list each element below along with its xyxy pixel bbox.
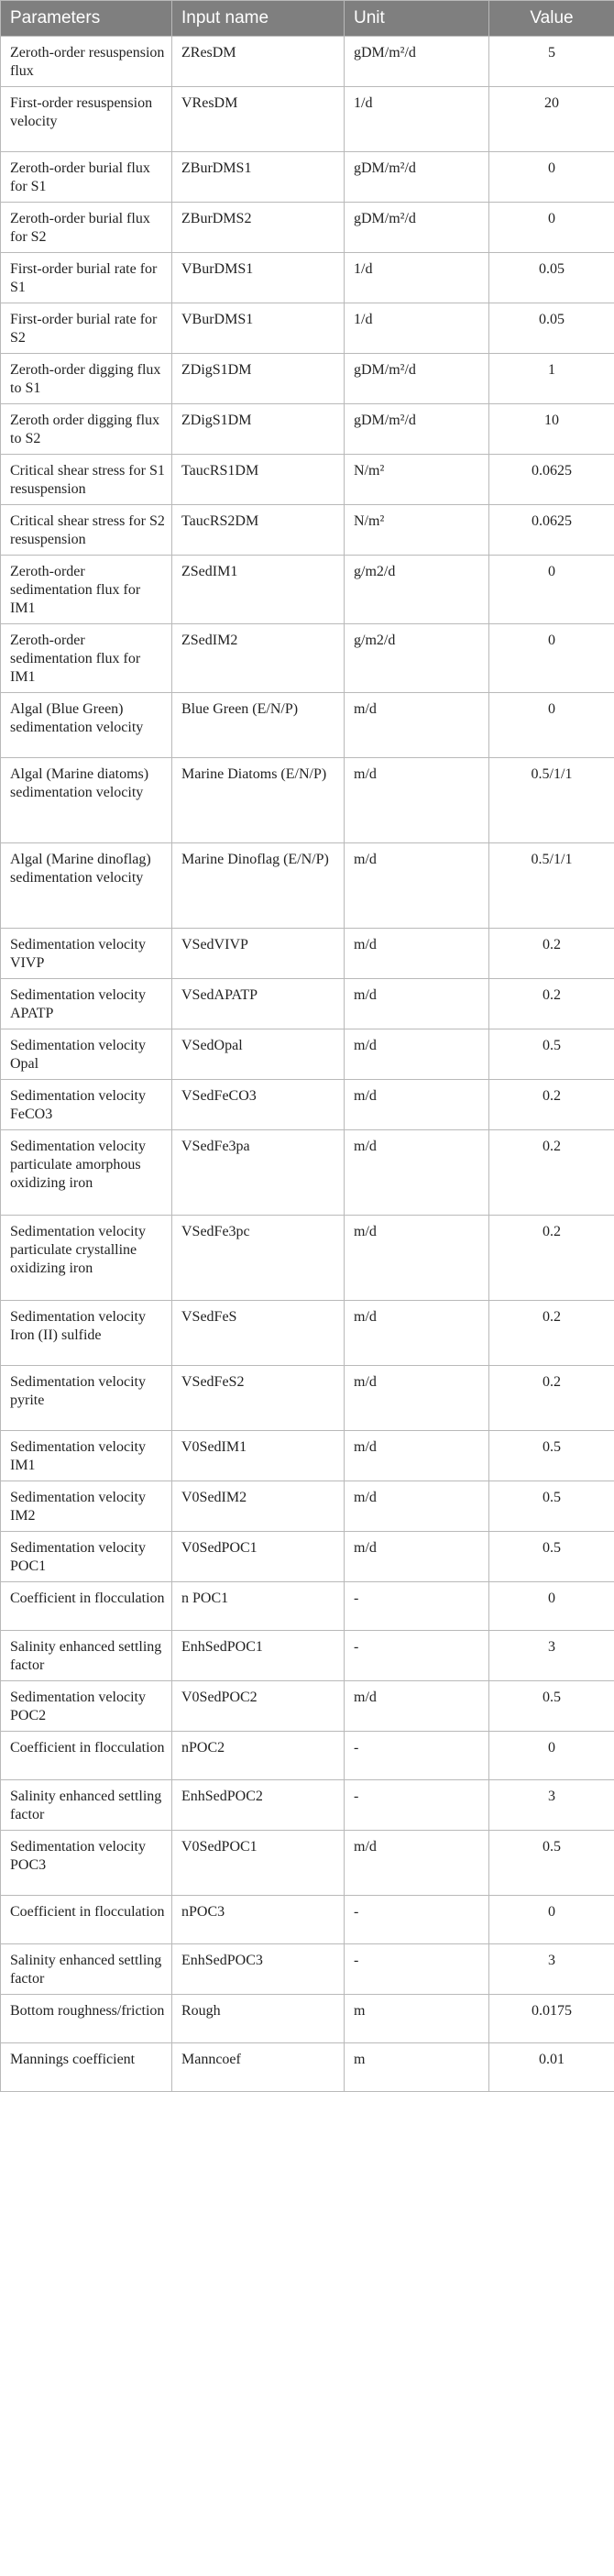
param-cell: Salinity enhanced settling factor: [1, 1631, 172, 1681]
table-row: [1, 87, 614, 152]
value-cell: 10: [489, 404, 614, 455]
param-cell: Zeroth-order burial flux for S2: [1, 203, 172, 253]
param-cell: First-order burial rate for S1: [1, 253, 172, 303]
param-cell: Sedimentation velocity IM2: [1, 1481, 172, 1532]
input-name-cell: EnhSedPOC3: [172, 1944, 345, 1995]
param-cell: Sedimentation velocity pyrite: [1, 1366, 172, 1431]
value-cell: 0.0625: [489, 455, 614, 505]
table-row: [1, 1780, 614, 1831]
value-cell: 0.5: [489, 1431, 614, 1481]
unit-cell: -: [345, 1944, 489, 1995]
table-row: [1, 1130, 614, 1216]
input-name-cell: ZBurDMS2: [172, 203, 345, 253]
input-name-cell: TaucRS1DM: [172, 455, 345, 505]
value-cell: 0.2: [489, 1366, 614, 1431]
table-row: [1, 979, 614, 1029]
table-row: [1, 843, 614, 929]
param-cell: First-order resuspension velocity: [1, 87, 172, 152]
table-row: [1, 505, 614, 556]
unit-cell: -: [345, 1732, 489, 1780]
value-cell: 0.2: [489, 1080, 614, 1130]
unit-cell: gDM/m²/d: [345, 37, 489, 87]
input-name-cell: ZDigS1DM: [172, 404, 345, 455]
table-row: [1, 758, 614, 843]
header-row: [1, 1, 614, 37]
unit-cell: m/d: [345, 1216, 489, 1301]
value-cell: 0: [489, 556, 614, 624]
param-cell: Sedimentation velocity POC2: [1, 1681, 172, 1732]
table-row: [1, 1431, 614, 1481]
value-cell: 0: [489, 152, 614, 203]
input-name-cell: EnhSedPOC1: [172, 1631, 345, 1681]
table-row: [1, 1582, 614, 1631]
param-cell: Sedimentation velocity IM1: [1, 1431, 172, 1481]
unit-cell: m/d: [345, 758, 489, 843]
value-cell: 3: [489, 1780, 614, 1831]
input-name-cell: ZDigS1DM: [172, 354, 345, 404]
param-cell: Sedimentation velocity Iron (II) sulfide: [1, 1301, 172, 1366]
param-cell: Mannings coefficient: [1, 2043, 172, 2092]
value-cell: 0: [489, 1732, 614, 1780]
input-name-cell: ZResDM: [172, 37, 345, 87]
param-cell: Critical shear stress for S2 resuspension: [1, 505, 172, 556]
param-cell: Sedimentation velocity Opal: [1, 1029, 172, 1080]
value-cell: 0.5/1/1: [489, 843, 614, 929]
value-cell: 0.5: [489, 1681, 614, 1732]
unit-cell: g/m2/d: [345, 556, 489, 624]
input-name-cell: V0SedPOC1: [172, 1532, 345, 1582]
param-cell: Algal (Marine diatoms) sedimentation velocity: [1, 758, 172, 843]
table-row: [1, 1216, 614, 1301]
param-cell: Sedimentation velocity VIVP: [1, 929, 172, 979]
param-cell: Coefficient in flocculation: [1, 1896, 172, 1944]
unit-cell: -: [345, 1896, 489, 1944]
param-cell: Sedimentation velocity POC1: [1, 1532, 172, 1582]
value-cell: 0.05: [489, 253, 614, 303]
table-row: [1, 1995, 614, 2043]
param-cell: Bottom roughness/friction: [1, 1995, 172, 2043]
value-cell: 0.2: [489, 1216, 614, 1301]
unit-cell: m/d: [345, 929, 489, 979]
table-row: [1, 455, 614, 505]
value-cell: 0: [489, 203, 614, 253]
unit-cell: -: [345, 1582, 489, 1631]
value-cell: 0: [489, 1896, 614, 1944]
header-input-name: Input name: [172, 1, 345, 37]
param-cell: Algal (Blue Green) sedimentation velocity: [1, 693, 172, 758]
table-row: [1, 354, 614, 404]
table-row: [1, 1481, 614, 1532]
input-name-cell: ZSedIM1: [172, 556, 345, 624]
input-name-cell: Manncoef: [172, 2043, 345, 2092]
value-cell: 0.0175: [489, 1995, 614, 2043]
table-row: [1, 1681, 614, 1732]
unit-cell: 1/d: [345, 87, 489, 152]
input-name-cell: VBurDMS1: [172, 303, 345, 354]
unit-cell: m/d: [345, 1080, 489, 1130]
table-row: [1, 556, 614, 624]
input-name-cell: VSedVIVP: [172, 929, 345, 979]
unit-cell: m/d: [345, 1681, 489, 1732]
unit-cell: m/d: [345, 1301, 489, 1366]
input-name-cell: VSedFeCO3: [172, 1080, 345, 1130]
value-cell: 0.5: [489, 1532, 614, 1582]
input-name-cell: Marine Diatoms (E/N/P): [172, 758, 345, 843]
value-cell: 0: [489, 624, 614, 693]
unit-cell: 1/d: [345, 253, 489, 303]
table-row: [1, 37, 614, 87]
value-cell: 0.01: [489, 2043, 614, 2092]
param-cell: Zeroth-order digging flux to S1: [1, 354, 172, 404]
input-name-cell: VSedOpal: [172, 1029, 345, 1080]
input-name-cell: EnhSedPOC2: [172, 1780, 345, 1831]
input-name-cell: VSedAPATP: [172, 979, 345, 1029]
unit-cell: m/d: [345, 979, 489, 1029]
unit-cell: gDM/m²/d: [345, 354, 489, 404]
value-cell: 0.5: [489, 1481, 614, 1532]
input-name-cell: Marine Dinoflag (E/N/P): [172, 843, 345, 929]
unit-cell: gDM/m²/d: [345, 203, 489, 253]
input-name-cell: VSedFe3pc: [172, 1216, 345, 1301]
input-name-cell: VSedFeS2: [172, 1366, 345, 1431]
input-name-cell: V0SedIM1: [172, 1431, 345, 1481]
param-cell: Salinity enhanced settling factor: [1, 1944, 172, 1995]
input-name-cell: Blue Green (E/N/P): [172, 693, 345, 758]
table-row: [1, 152, 614, 203]
header-unit: Unit: [345, 1, 489, 37]
value-cell: 0.2: [489, 929, 614, 979]
input-name-cell: nPOC2: [172, 1732, 345, 1780]
unit-cell: m/d: [345, 1029, 489, 1080]
value-cell: 3: [489, 1944, 614, 1995]
unit-cell: m/d: [345, 1481, 489, 1532]
param-cell: Sedimentation velocity APATP: [1, 979, 172, 1029]
unit-cell: m/d: [345, 1366, 489, 1431]
unit-cell: -: [345, 1631, 489, 1681]
unit-cell: m/d: [345, 693, 489, 758]
input-name-cell: V0SedPOC1: [172, 1831, 345, 1896]
param-cell: Zeroth-order sedimentation flux for IM1: [1, 624, 172, 693]
param-cell: Coefficient in flocculation: [1, 1732, 172, 1780]
param-cell: Algal (Marine dinoflag) sedimentation velocity: [1, 843, 172, 929]
table-row: [1, 1944, 614, 1995]
param-cell: Sedimentation velocity particulate crystalline oxidizing iron: [1, 1216, 172, 1301]
input-name-cell: VResDM: [172, 87, 345, 152]
param-cell: Sedimentation velocity FeCO3: [1, 1080, 172, 1130]
table-row: [1, 404, 614, 455]
table-row: [1, 1366, 614, 1431]
header-value: Value: [489, 1, 614, 37]
table-header: [1, 1, 614, 37]
value-cell: 3: [489, 1631, 614, 1681]
value-cell: 0.5/1/1: [489, 758, 614, 843]
value-cell: 0.5: [489, 1029, 614, 1080]
table-row: [1, 1080, 614, 1130]
unit-cell: -: [345, 1780, 489, 1831]
input-name-cell: VSedFe3pa: [172, 1130, 345, 1216]
unit-cell: gDM/m²/d: [345, 404, 489, 455]
table-row: [1, 253, 614, 303]
table-row: [1, 624, 614, 693]
table-row: [1, 1532, 614, 1582]
value-cell: 0.05: [489, 303, 614, 354]
table-row: [1, 1732, 614, 1780]
param-cell: Zeroth-order resuspension flux: [1, 37, 172, 87]
table-row: [1, 1301, 614, 1366]
table-row: [1, 1896, 614, 1944]
unit-cell: m/d: [345, 843, 489, 929]
input-name-cell: VSedFeS: [172, 1301, 345, 1366]
value-cell: 0: [489, 1582, 614, 1631]
table-row: [1, 1631, 614, 1681]
table-row: [1, 2043, 614, 2092]
input-name-cell: nPOC3: [172, 1896, 345, 1944]
input-name-cell: n POC1: [172, 1582, 345, 1631]
table-row: [1, 303, 614, 354]
value-cell: 0: [489, 693, 614, 758]
table-row: [1, 693, 614, 758]
unit-cell: m/d: [345, 1431, 489, 1481]
value-cell: 5: [489, 37, 614, 87]
value-cell: 0.0625: [489, 505, 614, 556]
value-cell: 0.2: [489, 1301, 614, 1366]
unit-cell: 1/d: [345, 303, 489, 354]
unit-cell: N/m²: [345, 455, 489, 505]
table-row: [1, 203, 614, 253]
param-cell: Sedimentation velocity POC3: [1, 1831, 172, 1896]
input-name-cell: V0SedPOC2: [172, 1681, 345, 1732]
unit-cell: gDM/m²/d: [345, 152, 489, 203]
param-cell: First-order burial rate for S2: [1, 303, 172, 354]
value-cell: 0.2: [489, 1130, 614, 1216]
input-name-cell: V0SedIM2: [172, 1481, 345, 1532]
input-name-cell: ZSedIM2: [172, 624, 345, 693]
input-name-cell: Rough: [172, 1995, 345, 2043]
param-cell: Zeroth order digging flux to S2: [1, 404, 172, 455]
unit-cell: N/m²: [345, 505, 489, 556]
value-cell: 1: [489, 354, 614, 404]
table-row: [1, 1029, 614, 1080]
param-cell: Zeroth-order burial flux for S1: [1, 152, 172, 203]
param-cell: Sedimentation velocity particulate amorphous oxidizing iron: [1, 1130, 172, 1216]
input-name-cell: ZBurDMS1: [172, 152, 345, 203]
unit-cell: m: [345, 1995, 489, 2043]
input-name-cell: TaucRS2DM: [172, 505, 345, 556]
unit-cell: m/d: [345, 1130, 489, 1216]
unit-cell: m/d: [345, 1831, 489, 1896]
param-cell: Zeroth-order sedimentation flux for IM1: [1, 556, 172, 624]
table-row: [1, 1831, 614, 1896]
header-parameters: Parameters: [1, 1, 172, 37]
value-cell: 0.5: [489, 1831, 614, 1896]
param-cell: Coefficient in flocculation: [1, 1582, 172, 1631]
value-cell: 0.2: [489, 979, 614, 1029]
table-body: [1, 37, 614, 2092]
table-row: [1, 929, 614, 979]
input-name-cell: VBurDMS1: [172, 253, 345, 303]
unit-cell: g/m2/d: [345, 624, 489, 693]
param-cell: Critical shear stress for S1 resuspension: [1, 455, 172, 505]
unit-cell: m/d: [345, 1532, 489, 1582]
value-cell: 20: [489, 87, 614, 152]
param-cell: Salinity enhanced settling factor: [1, 1780, 172, 1831]
unit-cell: m: [345, 2043, 489, 2092]
